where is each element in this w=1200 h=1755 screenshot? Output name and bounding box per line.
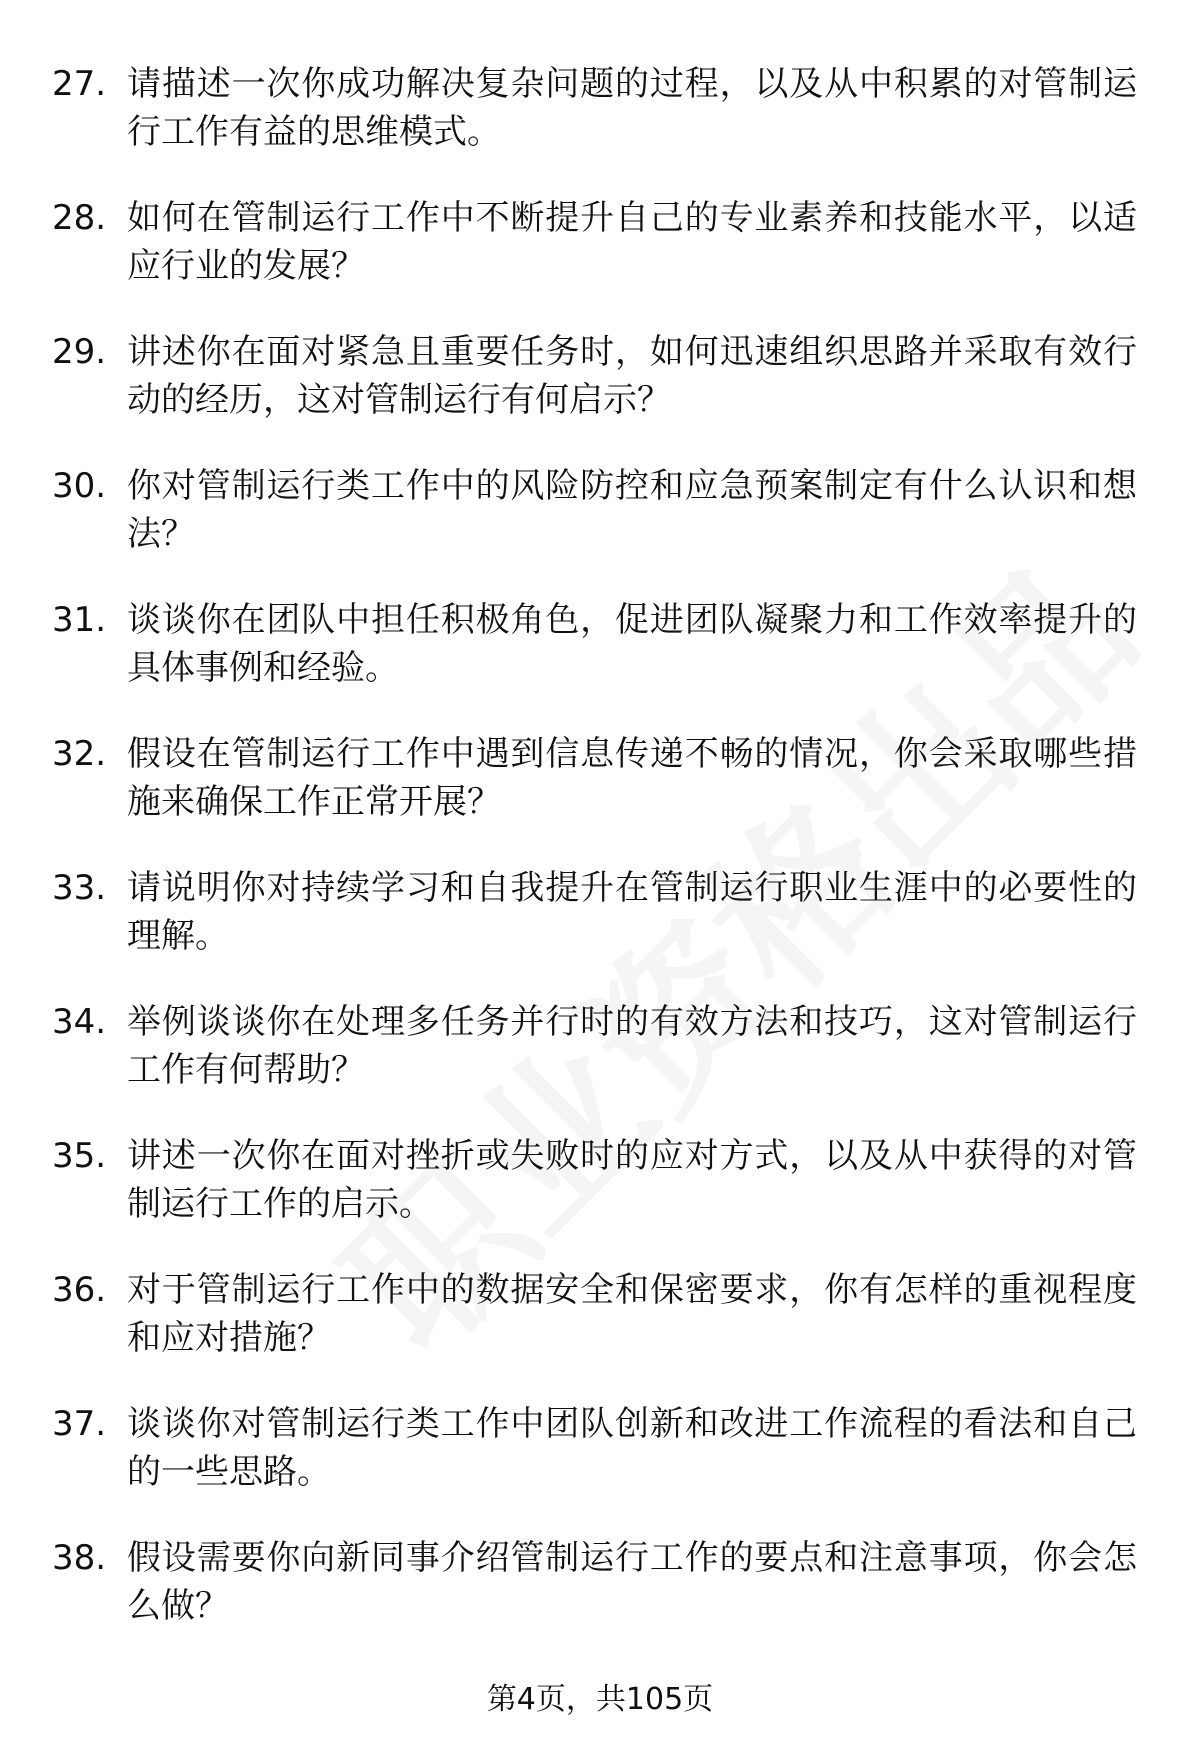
question-number: 31. bbox=[52, 600, 107, 640]
question-text: 谈谈你对管制运行类工作中团队创新和改进工作流程的看法和自己的一些思路。 bbox=[127, 1404, 1137, 1492]
question-text: 请描述一次你成功解决复杂问题的过程，以及从中积累的对管制运行工作有益的思维模式。 bbox=[127, 64, 1137, 152]
list-item bbox=[0, 730, 1200, 864]
question-text: 谈谈你在团队中担任积极角色，促进团队凝聚力和工作效率提升的具体事例和经验。 bbox=[127, 600, 1137, 688]
list-item bbox=[0, 998, 1200, 1132]
list-item bbox=[0, 1400, 1200, 1534]
question-number: 36. bbox=[52, 1270, 107, 1310]
question-text: 举例谈谈你在处理多任务并行时的有效方法和技巧，这对管制运行工作有何帮助？ bbox=[127, 1002, 1137, 1090]
list-item bbox=[0, 328, 1200, 462]
question-text: 请说明你对持续学习和自我提升在管制运行职业生涯中的必要性的理解。 bbox=[127, 868, 1137, 956]
question-number: 32. bbox=[52, 734, 107, 774]
question-number: 30. bbox=[52, 466, 107, 506]
question-text: 对于管制运行工作中的数据安全和保密要求，你有怎样的重视程度和应对措施？ bbox=[127, 1270, 1137, 1358]
question-number: 37. bbox=[52, 1404, 107, 1444]
list-item bbox=[0, 462, 1200, 596]
list-item bbox=[0, 194, 1200, 328]
question-text: 讲述一次你在面对挫折或失败时的应对方式，以及从中获得的对管制运行工作的启示。 bbox=[127, 1136, 1137, 1224]
list-item bbox=[0, 1266, 1200, 1400]
question-text: 如何在管制运行工作中不断提升自己的专业素养和技能水平，以适应行业的发展？ bbox=[127, 198, 1137, 286]
question-number: 29. bbox=[52, 332, 107, 372]
question-number: 27. bbox=[52, 64, 107, 104]
page-number: 第4页，共105页 bbox=[486, 1682, 714, 1717]
list-item bbox=[0, 1534, 1200, 1668]
list-item bbox=[0, 60, 1200, 194]
question-text: 讲述你在面对紧急且重要任务时，如何迅速组织思路并采取有效行动的经历，这对管制运行有何启示？ bbox=[127, 332, 1137, 420]
question-number: 33. bbox=[52, 868, 107, 908]
list-item bbox=[0, 864, 1200, 998]
question-text: 你对管制运行类工作中的风险防控和应急预案制定有什么认识和想法？ bbox=[127, 466, 1137, 554]
question-number: 35. bbox=[52, 1136, 107, 1176]
list-item bbox=[0, 596, 1200, 730]
question-text: 假设需要你向新同事介绍管制运行工作的要点和注意事项，你会怎么做？ bbox=[127, 1538, 1137, 1626]
question-text: 假设在管制运行工作中遇到信息传递不畅的情况，你会采取哪些措施来确保工作正常开展？ bbox=[127, 734, 1137, 822]
question-number: 28. bbox=[52, 198, 107, 238]
list-item bbox=[0, 1132, 1200, 1266]
question-number: 38. bbox=[52, 1538, 107, 1578]
question-list bbox=[0, 60, 1200, 1668]
question-number: 34. bbox=[52, 1002, 107, 1042]
